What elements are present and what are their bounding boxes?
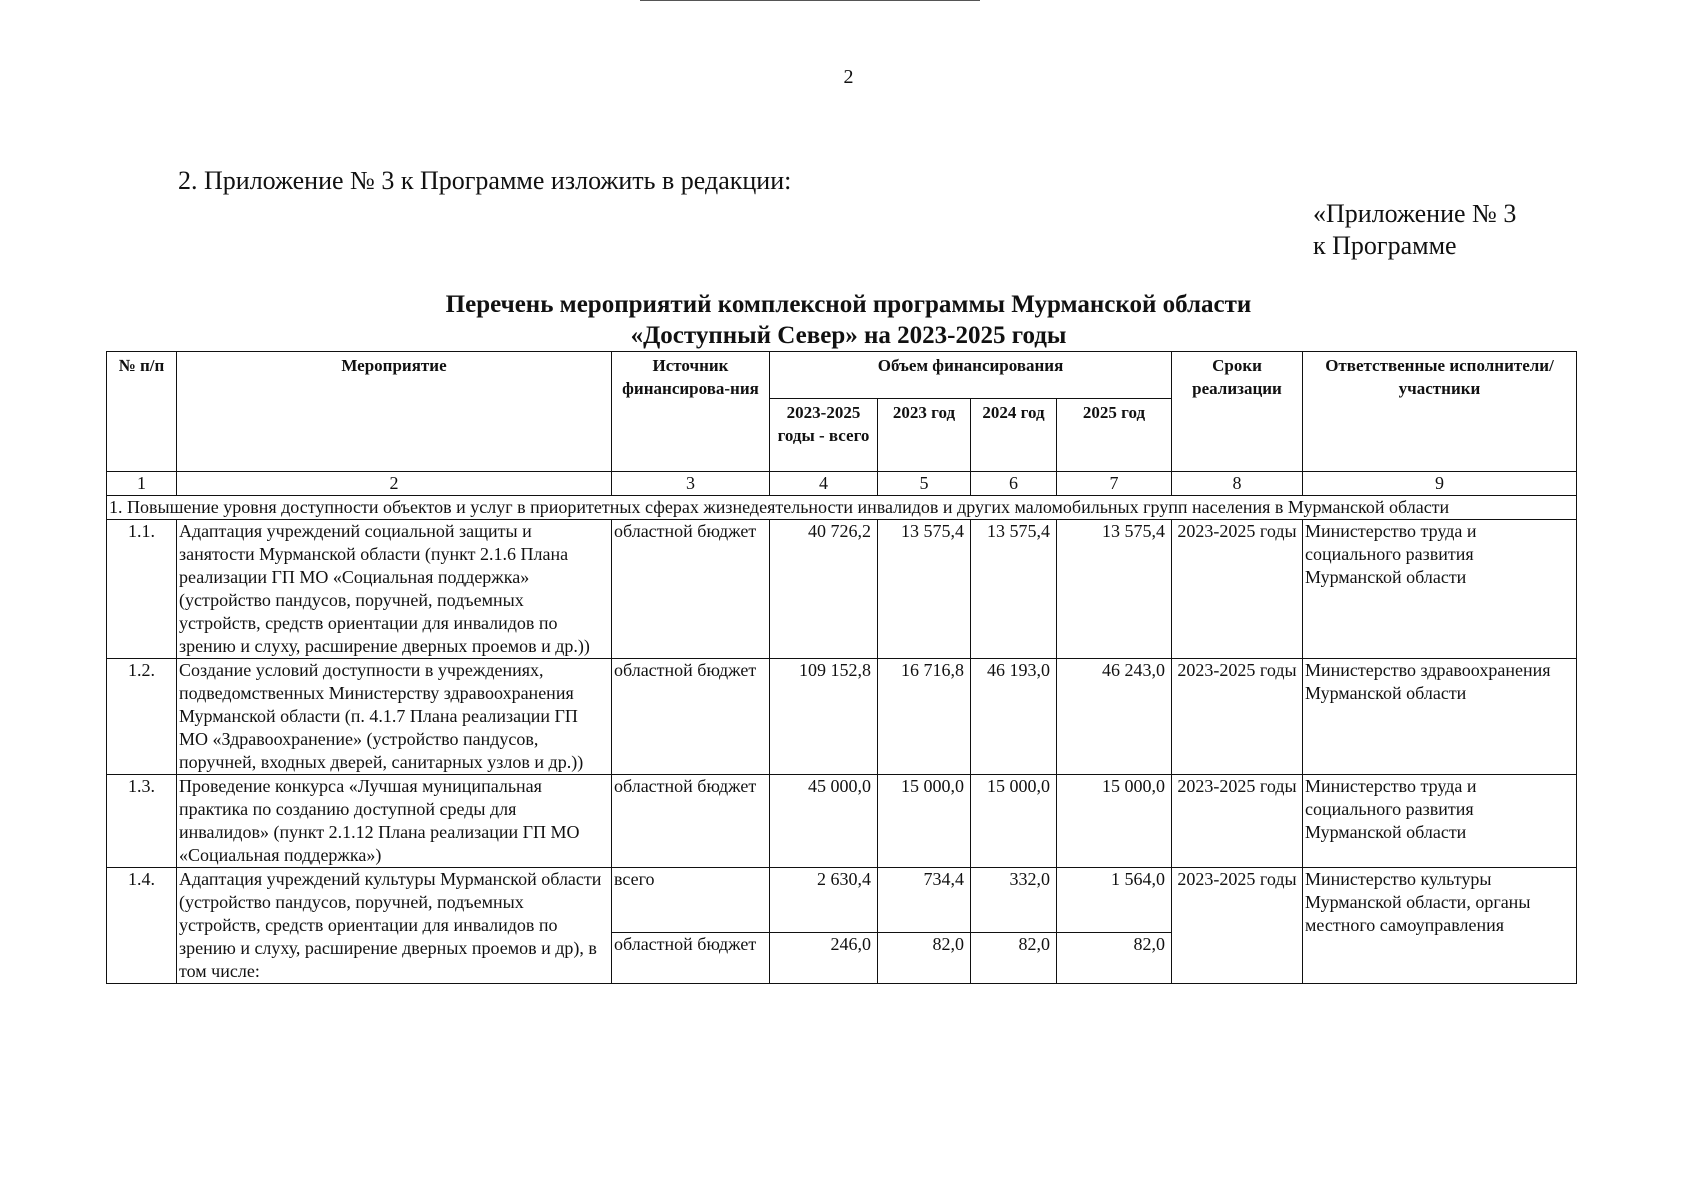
header-terms: Сроки реализации [1172,352,1303,472]
column-index-row [107,472,1577,496]
row-source: областной бюджет [612,933,770,984]
instruction-text: 2. Приложение № 3 к Программе изложить в редакции: [178,166,792,195]
row-source: областной бюджет [612,775,770,868]
title-line1: Перечень мероприятий комплексной программы Мурманской области [445,291,1252,318]
row-num: 1.4. [107,868,177,984]
row-terms: 2023-2025 годы [1172,520,1303,659]
row-num: 1.1. [107,520,177,659]
row-2024: 13 575,4 [971,520,1057,659]
header-total: 2023-2025 годы - всего [770,399,878,472]
index-cell: 6 [971,472,1057,496]
row-source: областной бюджет [612,520,770,659]
row-measure: Адаптация учреждений социальной защиты и занятости Мурманской области (пункт 2.1.6 Плана реализации ГП МО «Социальная поддержка» (устройство пандусов, поручней, подъемных устройств, средств ориентации для инвалидов по зрению и слуху, расширение дверных проемов и др.)) [177,520,612,659]
row-terms: 2023-2025 годы [1172,775,1303,868]
index-cell: 8 [1172,472,1303,496]
row-2023: 734,4 [878,868,971,933]
row-2024: 82,0 [971,933,1057,984]
row-executors: Министерство здравоохранения Мурманской области [1303,659,1577,775]
header-measure: Мероприятие [177,352,612,472]
row-total: 109 152,8 [770,659,878,775]
section-row [107,496,1577,520]
row-2023: 13 575,4 [878,520,971,659]
title-line2: «Доступный Север» на 2023-2025 годы [630,322,1067,349]
row-2025: 46 243,0 [1057,659,1172,775]
row-2023: 82,0 [878,933,971,984]
table-row [107,659,1577,775]
row-terms: 2023-2025 годы [1172,659,1303,775]
table-row [107,775,1577,868]
row-2025: 15 000,0 [1057,775,1172,868]
index-cell: 3 [612,472,770,496]
measures-table [106,351,1577,984]
row-measure: Создание условий доступности в учреждениях, подведомственных Министерству здравоохранения Мурманской области (п. 4.1.7 Плана реализации ГП МО «Здравоохранение» (устройство пандусов, поручней, входных дверей, санитарных узлов и др.)) [177,659,612,775]
appendix-ref-line2: к Программе [1313,231,1457,260]
top-rule [640,0,980,1]
section-heading: 1. Повышение уровня доступности объектов и услуг в приоритетных сферах жизнедеятельности инвалидов и других маломобильных групп населения в Мурманской области [107,496,1577,520]
header-row [107,352,1577,399]
row-total: 2 630,4 [770,868,878,933]
row-executors: Министерство культуры Мурманской области, органы местного самоуправления [1303,868,1577,984]
header-2024: 2024 год [971,399,1057,472]
row-2024: 15 000,0 [971,775,1057,868]
header-funding: Объем финансирования [770,352,1172,399]
row-total: 40 726,2 [770,520,878,659]
appendix-ref-line1: «Приложение № 3 [1313,199,1517,228]
row-source: областной бюджет [612,659,770,775]
header-source: Источник финансирова-ния [612,352,770,472]
document-title [0,289,1697,351]
header-num: № п/п [107,352,177,472]
row-2025: 13 575,4 [1057,520,1172,659]
row-2023: 16 716,8 [878,659,971,775]
index-cell: 4 [770,472,878,496]
index-cell: 5 [878,472,971,496]
index-cell: 1 [107,472,177,496]
row-terms: 2023-2025 годы [1172,868,1303,984]
row-2025: 1 564,0 [1057,868,1172,933]
row-num: 1.2. [107,659,177,775]
index-cell: 7 [1057,472,1172,496]
header-2023: 2023 год [878,399,971,472]
index-cell: 9 [1303,472,1577,496]
row-executors: Министерство труда и социального развития Мурманской области [1303,775,1577,868]
header-executors: Ответственные исполнители/участники [1303,352,1577,472]
index-cell: 2 [177,472,612,496]
row-2024: 46 193,0 [971,659,1057,775]
table-row [107,868,1577,933]
row-total: 45 000,0 [770,775,878,868]
table-row [107,520,1577,659]
row-2023: 15 000,0 [878,775,971,868]
row-executors: Министерство труда и социального развития Мурманской области [1303,520,1577,659]
row-2024: 332,0 [971,868,1057,933]
row-num: 1.3. [107,775,177,868]
row-source: всего [612,868,770,933]
row-measure: Адаптация учреждений культуры Мурманской области (устройство пандусов, поручней, подъемных устройств, средств ориентации для инвалидов по зрению и слуху, расширение дверных проемов и др), в том числе: [177,868,612,984]
page-number: 2 [843,66,854,88]
row-total: 246,0 [770,933,878,984]
header-2025: 2025 год [1057,399,1172,472]
row-2025: 82,0 [1057,933,1172,984]
appendix-reference [1313,198,1516,262]
row-measure: Проведение конкурса «Лучшая муниципальная практика по созданию доступной среды для инвалидов» (пункт 2.1.12 Плана реализации ГП МО «Социальная поддержка») [177,775,612,868]
